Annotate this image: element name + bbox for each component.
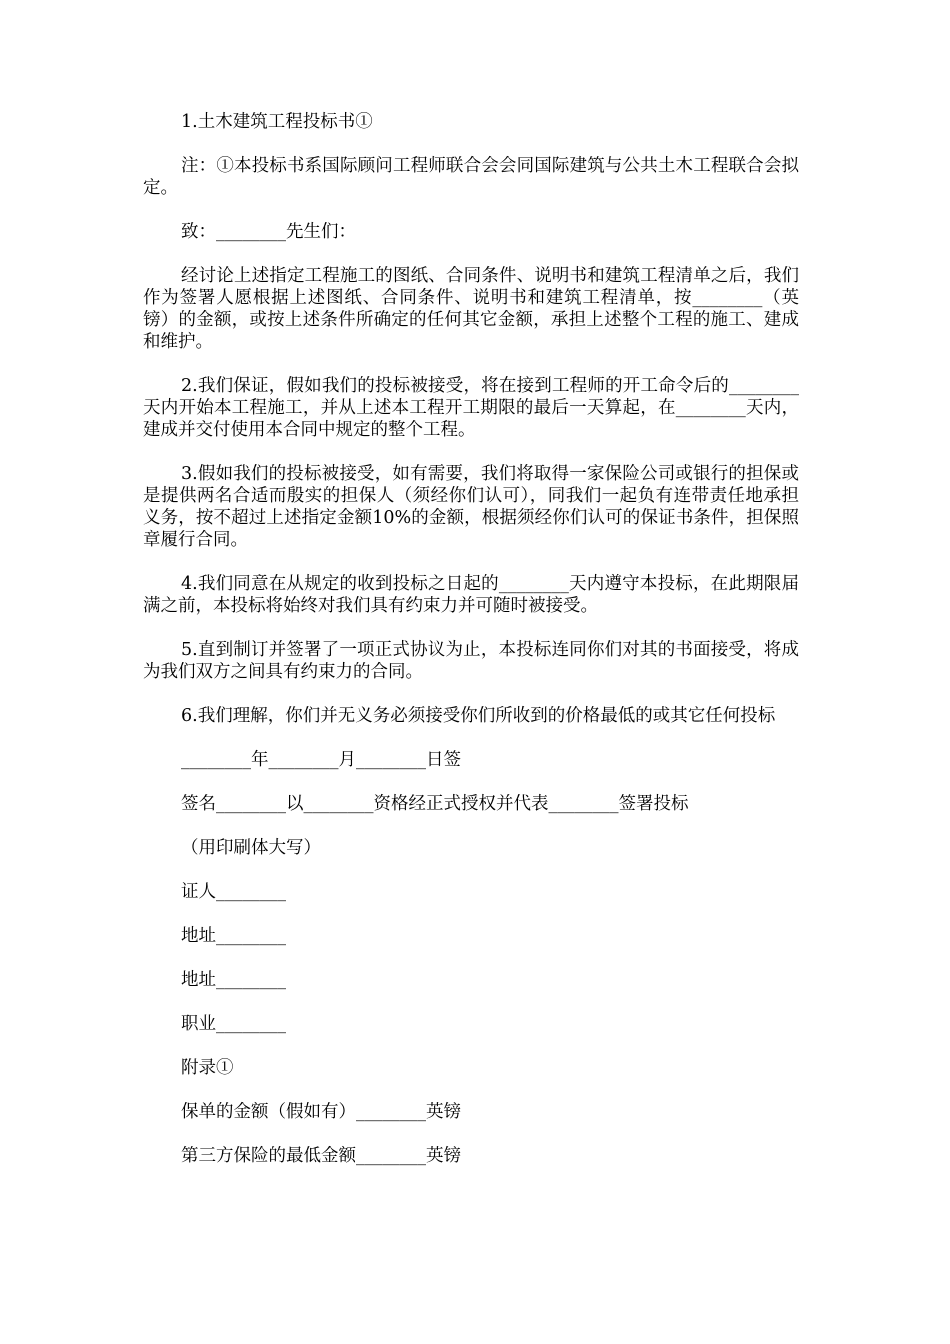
footnote-paragraph: 注：①本投标书系国际顾问工程师联合会会同国际建筑与公共土木工程联合会拟定。 — [143, 156, 799, 198]
address-line-2: 地址________ — [181, 970, 286, 990]
address-line-1: 地址________ — [181, 926, 286, 946]
body-paragraph-5: 5.直到制订并签署了一项正式协议为止，本投标连同你们对其的书面接受，将成为我们双方之间具有约束力的合同。 — [143, 640, 799, 682]
third-party-insurance-line: 第三方保险的最低金额________英镑 — [181, 1146, 461, 1166]
date-line: ________年________月________日签 — [181, 750, 461, 770]
body-paragraph-2: 2.我们保证，假如我们的投标被接受，将在接到工程师的开工命令后的________天内开始本工程施工，并从上述本工程开工期限的最后一天算起，在________天内，建成并交付使用本合同中规定的整个工程。 — [143, 376, 799, 440]
print-note: （用印刷体大写） — [181, 838, 321, 858]
document-page — [143, 111, 799, 1189]
body-paragraph-3: 3.假如我们的投标被接受，如有需要，我们将取得一家保险公司或银行的担保或是提供两名合适而殷实的担保人（须经你们认可），同我们一起负有连带责任地承担义务，按不超过上述指定金额10%的金额，根据须经你们认可的保证书条件，担保照章履行合同。 — [143, 464, 799, 550]
appendix-title: 附录① — [181, 1058, 234, 1078]
body-paragraph-4: 4.我们同意在从规定的收到投标之日起的________天内遵守本投标，在此期限届满之前，本投标将始终对我们具有约束力并可随时被接受。 — [143, 574, 799, 616]
body-paragraph-6: 6.我们理解，你们并无义务必须接受你们所收到的价格最低的或其它任何投标 — [181, 706, 776, 726]
signature-line: 签名________以________资格经正式授权并代表________签署投标 — [181, 794, 689, 814]
witness-line: 证人________ — [181, 882, 286, 902]
body-paragraph-1: 经讨论上述指定工程施工的图纸、合同条件、说明书和建筑工程清单之后，我们作为签署人愿根据上述图纸、合同条件、说明书和建筑工程清单，按________（英镑）的金额，或按上述条件所确定的任何其它金额，承担上述整个工程的施工、建成和维护。 — [143, 266, 799, 352]
occupation-line: 职业________ — [181, 1014, 286, 1034]
salutation-paragraph: 致：________先生们： — [181, 222, 356, 242]
policy-amount-line: 保单的金额（假如有）________英镑 — [181, 1102, 461, 1122]
doc-title: 1.土木建筑工程投标书① — [181, 112, 373, 132]
